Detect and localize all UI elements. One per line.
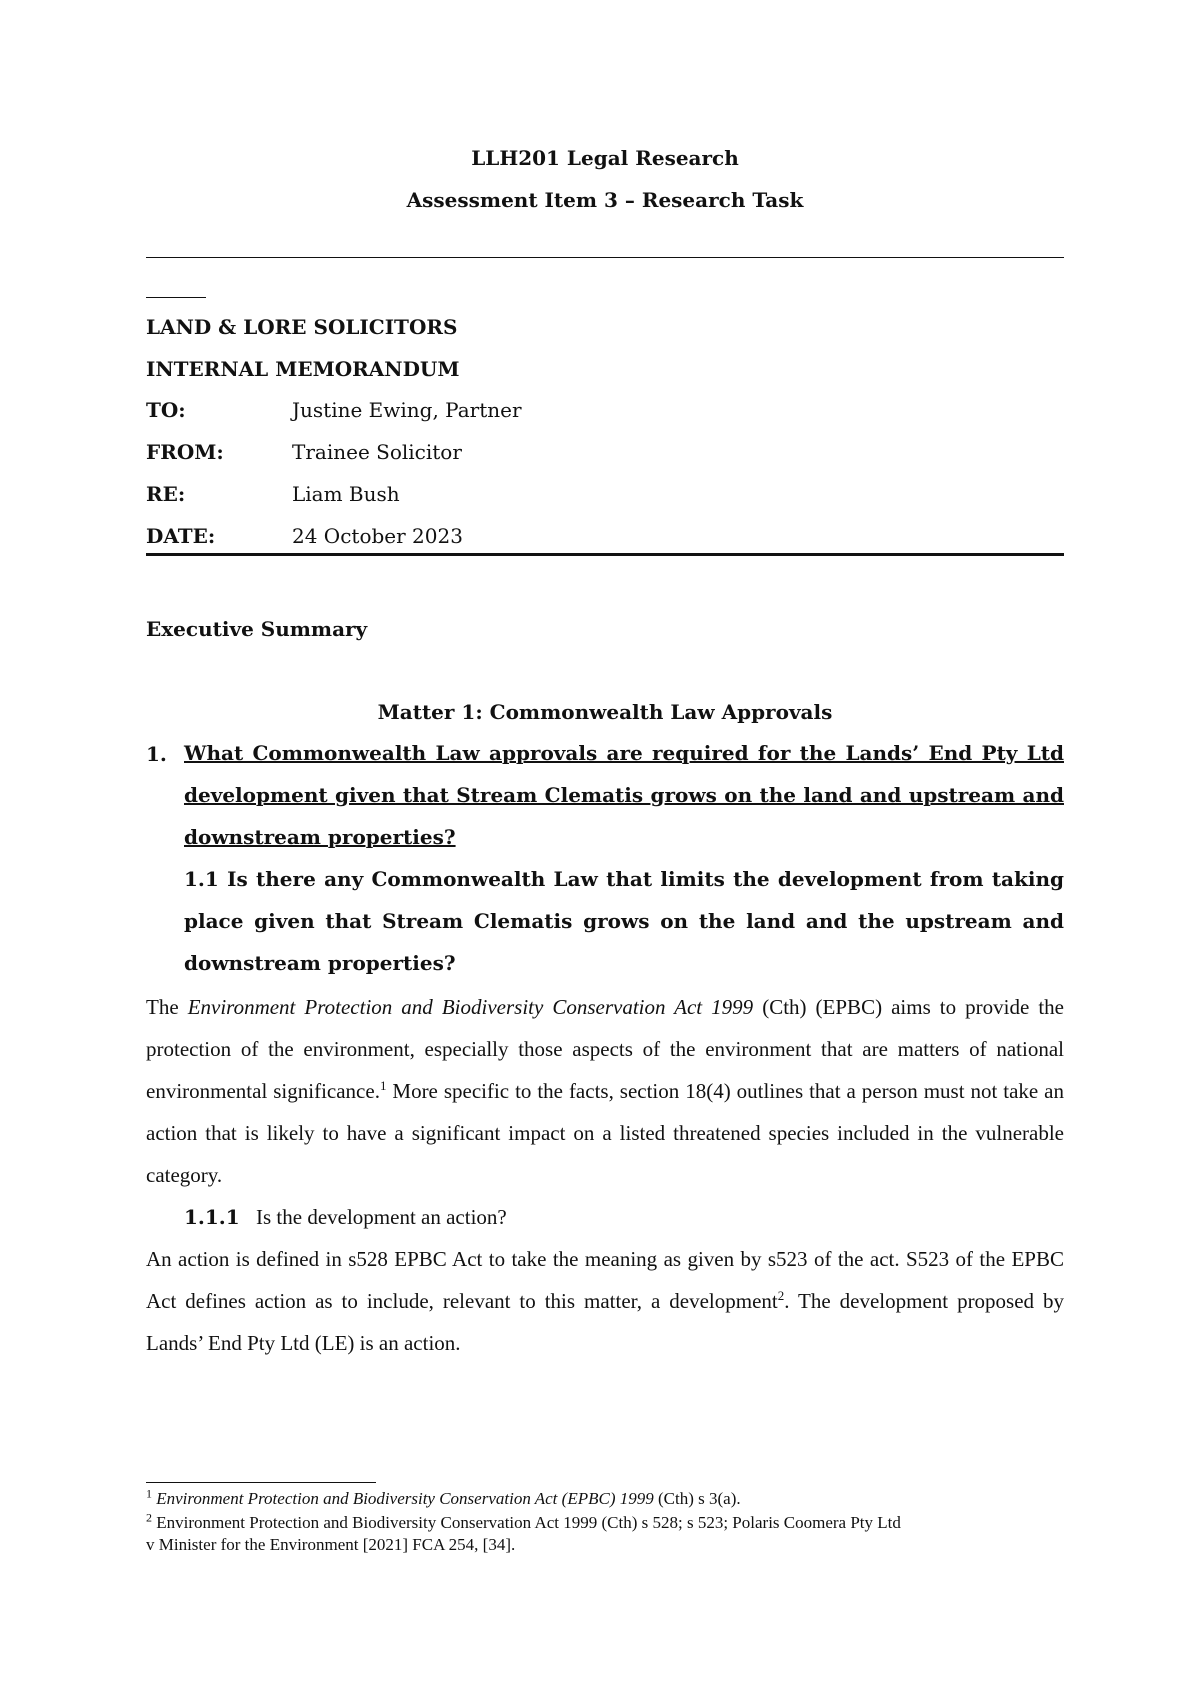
para1-prefix: The (146, 995, 188, 1019)
document-page (146, 0, 1064, 1696)
memo-re-value: Liam Bush (292, 482, 400, 506)
paragraph-epbc-intro (146, 986, 1064, 1196)
footnote-ref-2[interactable]: 2 (777, 1288, 785, 1303)
footnote-ref-1[interactable]: 1 (379, 1078, 387, 1093)
para2-part1: An action is defined in s528 EPBC Act to take the meaning as given by s523 of the act. S523 of the EPBC Act defines action as to include, relevant to this matter, a development (146, 1247, 1064, 1313)
footnote-1-rest: (Cth) s 3(a). (653, 1489, 741, 1508)
sub-question-number: 1.1 (184, 867, 219, 891)
assessment-title: Assessment Item 3 – Research Task (406, 188, 804, 212)
footnote-1 (146, 1488, 1064, 1510)
memo-from-label: FROM: (146, 440, 224, 464)
course-title: LLH201 Legal Research (471, 146, 739, 170)
memo-to-label: TO: (146, 398, 186, 422)
footnote-2 (146, 1512, 1064, 1556)
memo-date-value: 24 October 2023 (292, 524, 463, 548)
matter-title: Matter 1: Commonwealth Law Approvals (377, 700, 833, 724)
subsub-text: Is the development an action? (256, 1205, 507, 1229)
sub-question (184, 858, 1064, 984)
para1-suffix: More specific to the facts, section 18(4) outlines that a person must not take an action that is likely to have a significant impact on a listed threatened species included in the vulnerable category. (146, 1079, 1065, 1187)
short-divider (146, 297, 206, 298)
footnote-2-mark: 2 (146, 1510, 152, 1525)
memo-re-label: RE: (146, 482, 186, 506)
memo-divider (146, 553, 1064, 556)
memo-from-value: Trainee Solicitor (292, 440, 462, 464)
question-text: What Commonwealth Law approvals are required for the Lands’ End Pty Ltd development given that Stream Clematis grows on the land and upstream and downstream properties? (184, 741, 1064, 849)
subsub-number: 1.1.1 (184, 1205, 240, 1229)
para1-middle: (Cth) (EPBC) aims to provide the protection of the environment, especially those aspects of the environment that are matters of national environmental significance. (146, 995, 1064, 1103)
subsub-heading (184, 1196, 507, 1238)
firm-name: LAND & LORE SOLICITORS (146, 315, 458, 339)
memo-to-value: Justine Ewing, Partner (292, 398, 522, 422)
sub-question-text: Is there any Commonwealth Law that limits the development from taking place given that Stream Clematis grows on the land and the upstream and downstream properties? (184, 867, 1064, 975)
footnote-2-line1: Environment Protection and Biodiversity Conservation Act 1999 (Cth) s 528; s 523; Polaris Coomera Pty Ltd (156, 1513, 901, 1532)
footnote-1-mark: 1 (146, 1486, 152, 1501)
paragraph-action-definition (146, 1238, 1064, 1364)
memo-type: INTERNAL MEMORANDUM (146, 357, 460, 381)
para1-act-name: Environment Protection and Biodiversity Conservation Act 1999 (187, 995, 754, 1019)
question-number: 1. (146, 742, 167, 766)
para2-part2: . The development proposed by Lands’ End Pty Ltd (LE) is an action. (146, 1289, 1064, 1355)
executive-summary-heading: Executive Summary (146, 617, 368, 641)
memo-date-label: DATE: (146, 524, 216, 548)
footnote-1-act: Environment Protection and Biodiversity Conservation Act (EPBC) 1999 (156, 1489, 654, 1508)
footnote-divider (146, 1482, 376, 1483)
footnote-2-line2: v Minister for the Environment [2021] FCA 254, [34]. (146, 1535, 516, 1554)
header-divider (146, 257, 1064, 258)
